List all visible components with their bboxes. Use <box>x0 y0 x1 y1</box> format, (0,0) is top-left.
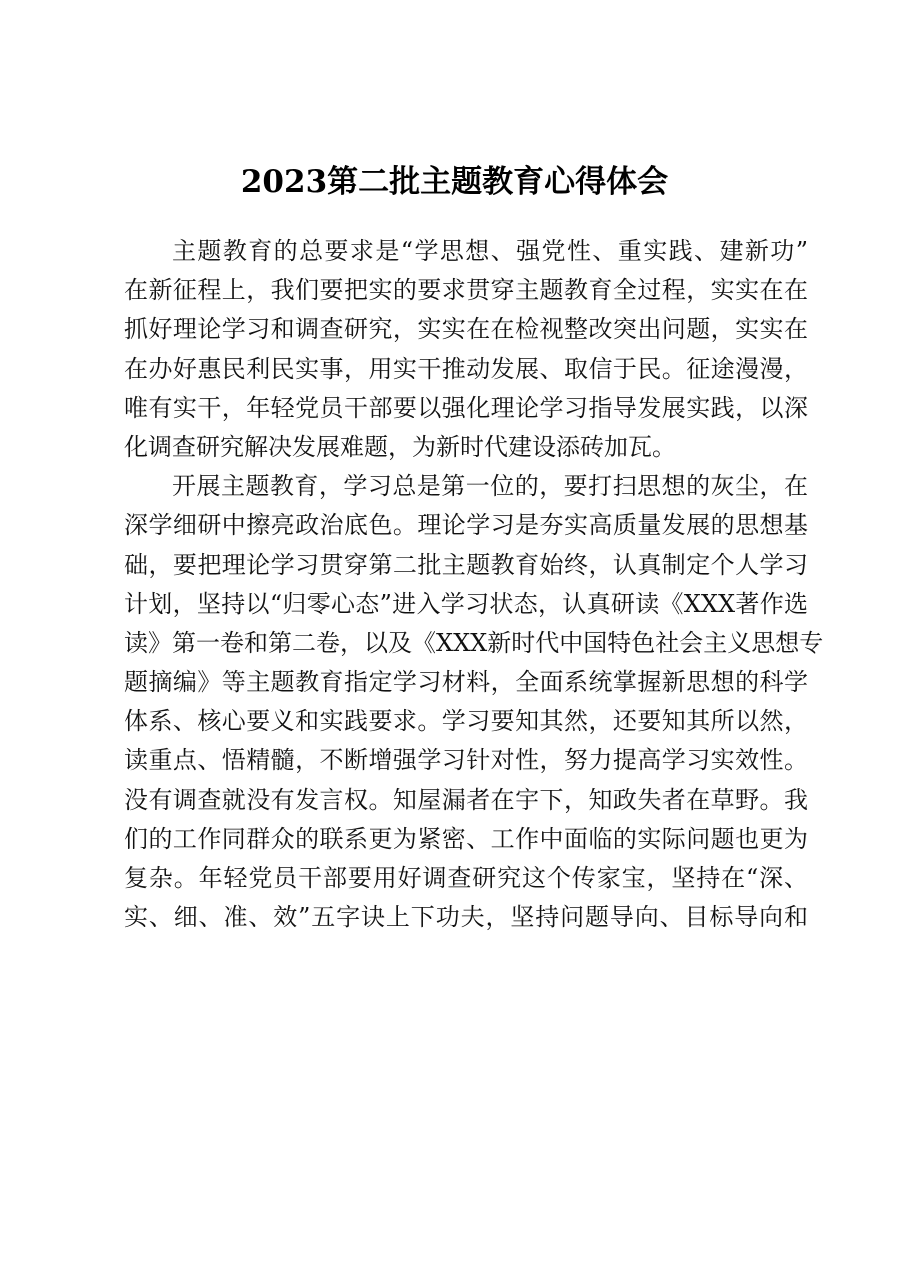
text-line: 主题教育的总要求是“学思想、强党性、重实践、建新功” <box>172 237 808 265</box>
text-line: 体系、核心要义和实践要求。学习要知其然，还要知其所以然， <box>124 707 808 736</box>
document-title: 2023第二批主题教育心得体会 <box>240 164 669 200</box>
document-body <box>124 232 824 937</box>
text-line: 抓好理论学习和调查研究，实实在在检视整改突出问题，实实在 <box>124 315 808 344</box>
text-line: 们的工作同群众的联系更为紧密、工作中面临的实际问题也更为 <box>124 824 808 853</box>
text-line: 在办好惠民利民实事，用实干推动发展、取信于民。征途漫漫， <box>124 354 808 383</box>
text-line: 复杂。年轻党员干部要用好调查研究这个传家宝，坚持在“深、 <box>124 864 808 892</box>
text-line: 计划，坚持以“归零心态”进入学习状态，认真研读《XXX著作选 <box>124 589 808 618</box>
text-line: 读重点、悟精髓，不断增强学习针对性，努力提高学习实效性。 <box>124 746 808 775</box>
text-line: 没有调查就没有发言权。知屋漏者在宇下，知政失者在草野。我 <box>124 785 808 814</box>
text-line: 读》第一卷和第二卷，以及《XXX新时代中国特色社会主义思想专 <box>124 628 824 657</box>
text-line: 唯有实干，年轻党员干部要以强化理论学习指导发展实践，以深 <box>124 393 808 422</box>
text-line: 题摘编》等主题教育指定学习材料，全面系统掌握新思想的科学 <box>124 668 808 697</box>
text-line: 在新征程上，我们要把实的要求贯穿主题教育全过程，实实在在 <box>124 276 808 305</box>
text-line: 实、细、准、效”五字诀上下功夫，坚持问题导向、目标导向和 <box>124 903 808 932</box>
text-line: 深学细研中擦亮政治底色。理论学习是夯实高质量发展的思想基 <box>124 511 808 540</box>
text-line: 开展主题教育，学习总是第一位的，要打扫思想的灰尘，在 <box>172 472 808 501</box>
text-line: 础，要把理论学习贯穿第二批主题教育始终，认真制定个人学习 <box>124 550 808 579</box>
text-line: 化调查研究解决发展难题，为新时代建设添砖加瓦。 <box>124 432 676 461</box>
